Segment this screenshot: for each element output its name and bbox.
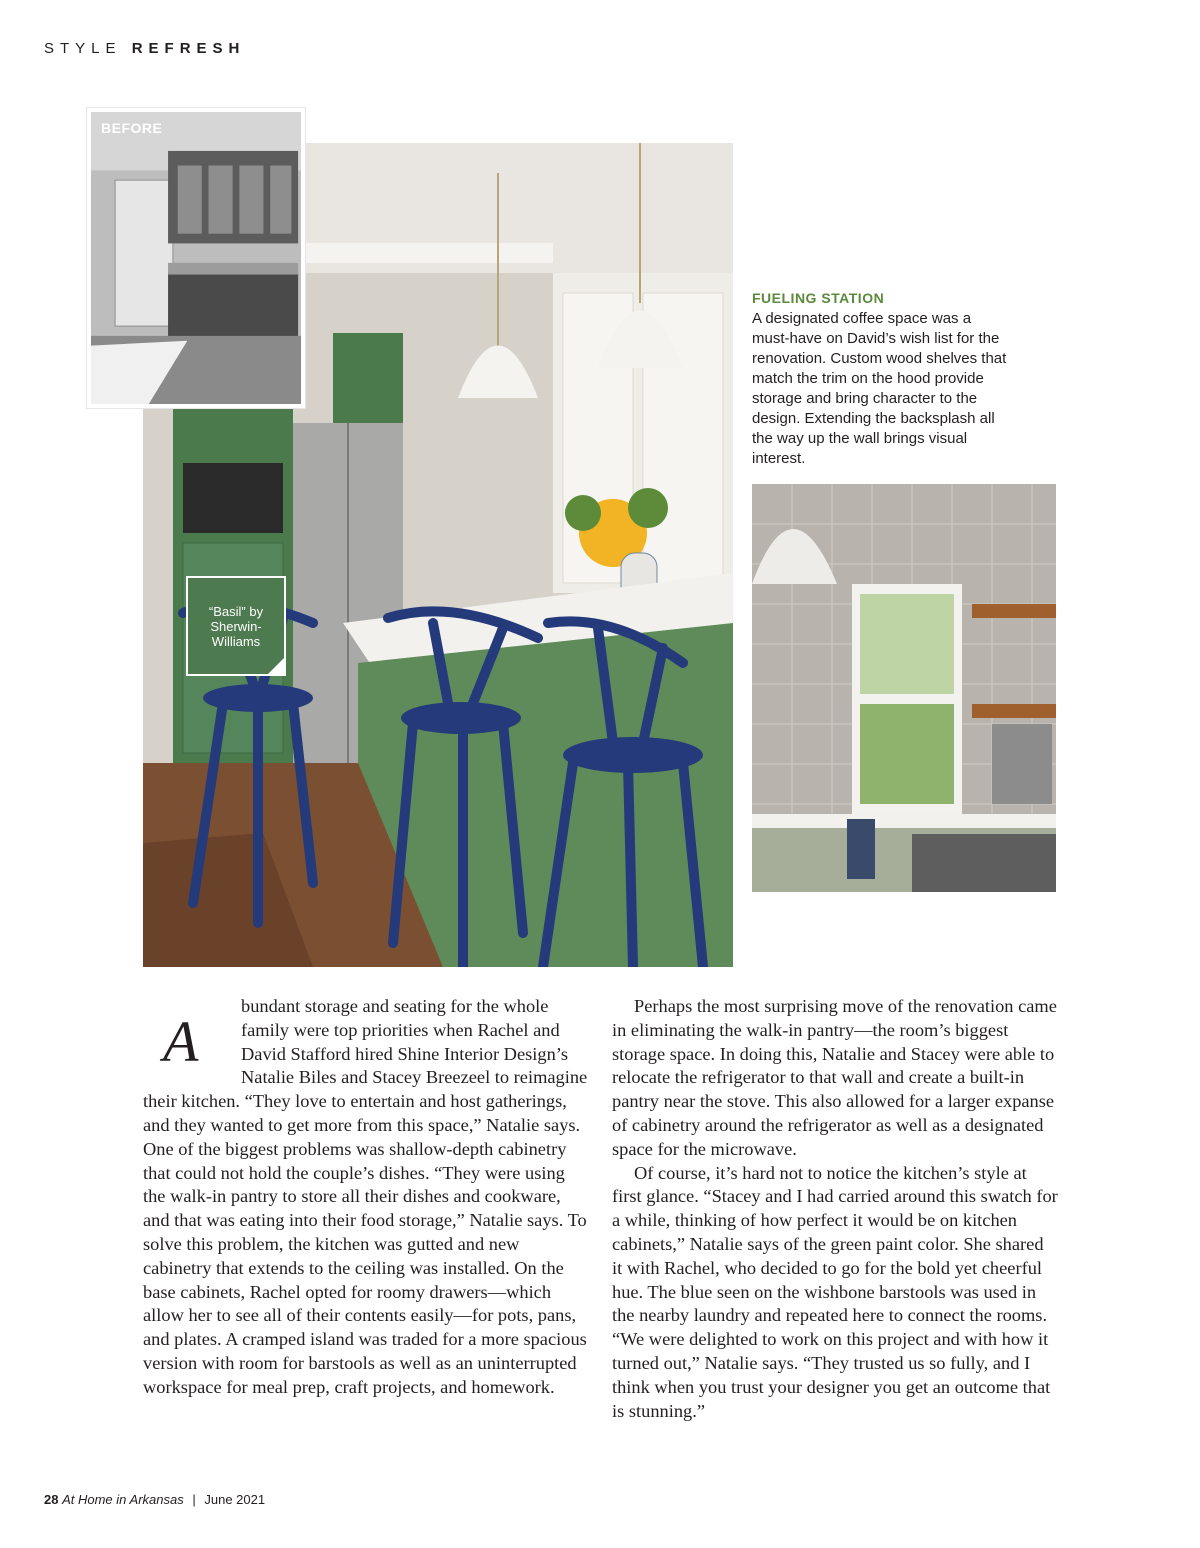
section-label-bold: REFRESH: [131, 40, 246, 57]
paint-swatch: [186, 576, 286, 676]
issue-date: June 2021: [204, 1492, 266, 1507]
article-column-left: [143, 995, 589, 1400]
article-left-text: bundant storage and seating for the whole family were top priorities when Rachel and David Stafford hired Shine Interior Design’s Natalie Biles and Stacey Breezeel to reimagine their kitchen. “They love to entertain and host gatherings, and they wanted to get more from this space,” Natalie says. One of the biggest problems was shallow-depth cabinetry that could not hold the couple’s dishes. “They were using the walk-in pantry to store all their dishes and cookware, and that was eating into their food storage,” Natalie says. To solve this problem, the kitchen was gutted and new cabinetry that extends to the ceiling was installed. On the base cabinets, Rachel opted for roomy drawers—which allow her to see all of their contents easily—for pots, pans, and plates. A cramped island was traded for a more spacious version with room for barstools as well as an uninterrupted workspace for meal prep, craft projects, and homework.: [143, 996, 588, 1397]
swatch-line-1: “Basil” by: [208, 604, 264, 619]
photo-caption: [752, 290, 1012, 469]
article-paragraph: Perhaps the most surprising move of the renovation came in eliminating the walk-in pantry—the room’s biggest storage space. In doing this, Natalie and Stacey were able to relocate the refrigerator to that wall and create a built-in pantry near the stove. This also allowed for a larger expanse of cabinetry around the refrigerator as well as a designated space for the microwave.: [612, 996, 1057, 1159]
caption-title: FUELING STATION: [752, 290, 885, 306]
article-column-right: [612, 995, 1058, 1423]
swatch-line-2: Sherwin-: [210, 619, 262, 634]
page-number: 28: [44, 1492, 59, 1507]
caption-body: A designated coffee space was a must-have on David’s wish list for the renovation. Custom wood shelves that match the trim on the hood provide storage and bring character to the design. Extending the backsplash all the way up the wall brings visual interest.: [752, 310, 1007, 467]
coffee-station-photo: [752, 484, 1056, 892]
drop-cap: A: [163, 1009, 199, 1074]
page-footer: [44, 1492, 265, 1507]
section-label: STYLE: [44, 40, 122, 57]
footer-separator: |: [192, 1492, 196, 1507]
swatch-line-3: Williams: [211, 634, 261, 649]
magazine-name: At Home in Arkansas: [62, 1492, 184, 1507]
before-photo: [87, 108, 305, 408]
article-paragraph: Of course, it’s hard not to notice the kitchen’s style at first glance. “Stacey and I had carried around this swatch for a while, thinking of how perfect it would be on kitchen cabinets,” Natalie says of the green paint color. She shared it with Rachel, who decided to go for the bold yet cheerful hue. The blue seen on the wishbone barstools was used in the nearby laundry and repeated here to connect the rooms. “We were delighted to work on this project and with how it turned out,” Natalie says. “They trusted us so fully, and I think when you trust your designer you get an outcome that is stunning.”: [612, 1162, 1058, 1421]
before-label: BEFORE: [101, 120, 163, 136]
section-header: [44, 40, 245, 57]
swatch-corner: [268, 658, 284, 674]
